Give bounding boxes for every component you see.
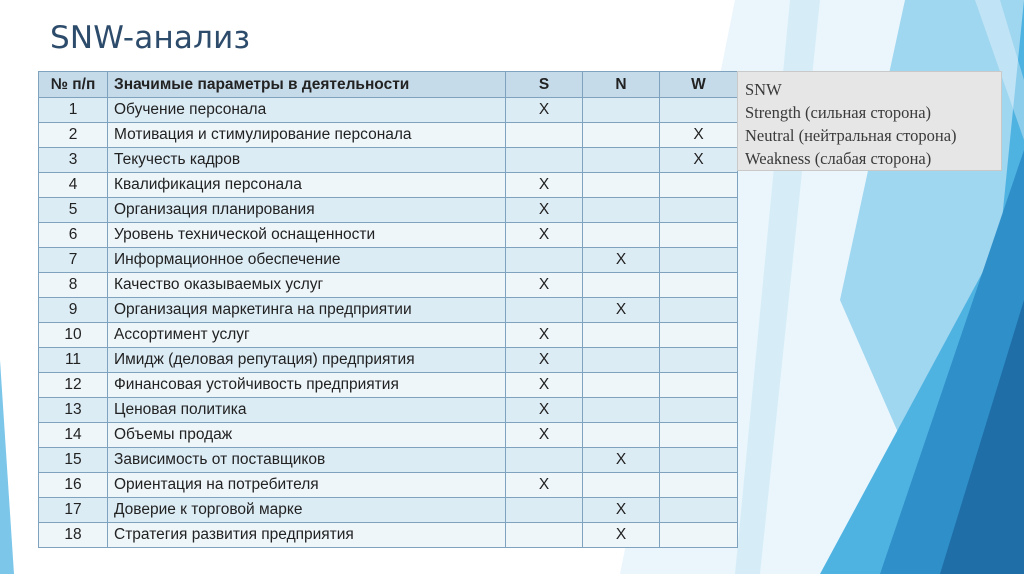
row-s-mark	[506, 148, 583, 173]
row-n-mark	[583, 148, 660, 173]
row-n-mark: X	[583, 523, 660, 548]
row-n-mark	[583, 398, 660, 423]
row-w-mark	[660, 373, 738, 398]
table-row	[39, 198, 738, 223]
row-number: 15	[39, 448, 108, 473]
row-parameter: Квалификация персонала	[108, 173, 506, 198]
row-w-mark	[660, 348, 738, 373]
row-number: 2	[39, 123, 108, 148]
row-parameter: Информационное обеспечение	[108, 248, 506, 273]
row-parameter: Объемы продаж	[108, 423, 506, 448]
row-w-mark	[660, 498, 738, 523]
table-row	[39, 523, 738, 548]
legend-box	[737, 71, 1002, 171]
row-s-mark	[506, 523, 583, 548]
table-row	[39, 223, 738, 248]
row-n-mark	[583, 323, 660, 348]
row-parameter: Уровень технической оснащенности	[108, 223, 506, 248]
table-row	[39, 148, 738, 173]
row-parameter: Финансовая устойчивость предприятия	[108, 373, 506, 398]
row-n-mark	[583, 273, 660, 298]
row-w-mark: X	[660, 148, 738, 173]
row-n-mark	[583, 123, 660, 148]
row-n-mark: X	[583, 498, 660, 523]
row-s-mark: X	[506, 348, 583, 373]
row-n-mark: X	[583, 298, 660, 323]
header-number: № п/п	[39, 72, 108, 98]
legend-strength: Strength (сильная сторона)	[745, 103, 932, 122]
row-s-mark: X	[506, 198, 583, 223]
row-n-mark	[583, 223, 660, 248]
row-parameter: Ценовая политика	[108, 398, 506, 423]
row-parameter: Имидж (деловая репутация) предприятия	[108, 348, 506, 373]
table-row	[39, 398, 738, 423]
row-parameter: Качество оказываемых услуг	[108, 273, 506, 298]
row-s-mark: X	[506, 323, 583, 348]
row-parameter: Организация маркетинга на предприятии	[108, 298, 506, 323]
row-parameter: Ассортимент услуг	[108, 323, 506, 348]
row-n-mark	[583, 98, 660, 123]
row-n-mark	[583, 423, 660, 448]
row-parameter: Зависимость от поставщиков	[108, 448, 506, 473]
table-row	[39, 498, 738, 523]
row-number: 8	[39, 273, 108, 298]
row-w-mark	[660, 398, 738, 423]
row-number: 7	[39, 248, 108, 273]
header-parameter: Значимые параметры в деятельности	[108, 72, 506, 98]
row-number: 17	[39, 498, 108, 523]
row-s-mark: X	[506, 173, 583, 198]
row-parameter: Мотивация и стимулирование персонала	[108, 123, 506, 148]
table-row	[39, 423, 738, 448]
row-parameter: Обучение персонала	[108, 98, 506, 123]
row-number: 18	[39, 523, 108, 548]
row-w-mark	[660, 523, 738, 548]
row-number: 6	[39, 223, 108, 248]
row-s-mark	[506, 498, 583, 523]
table-header-row	[39, 72, 738, 98]
header-w: W	[660, 72, 738, 98]
row-w-mark	[660, 98, 738, 123]
table-row	[39, 173, 738, 198]
row-w-mark	[660, 173, 738, 198]
table-row	[39, 98, 738, 123]
row-w-mark	[660, 198, 738, 223]
table-row	[39, 348, 738, 373]
row-w-mark	[660, 323, 738, 348]
row-n-mark	[583, 173, 660, 198]
row-s-mark: X	[506, 473, 583, 498]
row-s-mark	[506, 123, 583, 148]
table-row	[39, 323, 738, 348]
row-n-mark	[583, 198, 660, 223]
row-number: 12	[39, 373, 108, 398]
table-row	[39, 298, 738, 323]
row-parameter: Организация планирования	[108, 198, 506, 223]
legend-title: SNW	[745, 80, 782, 99]
row-number: 14	[39, 423, 108, 448]
row-s-mark: X	[506, 398, 583, 423]
row-s-mark: X	[506, 423, 583, 448]
table-row	[39, 123, 738, 148]
row-number: 5	[39, 198, 108, 223]
row-n-mark: X	[583, 448, 660, 473]
row-s-mark	[506, 448, 583, 473]
row-w-mark	[660, 423, 738, 448]
row-number: 16	[39, 473, 108, 498]
row-number: 10	[39, 323, 108, 348]
row-number: 1	[39, 98, 108, 123]
row-s-mark	[506, 298, 583, 323]
row-w-mark	[660, 448, 738, 473]
row-number: 9	[39, 298, 108, 323]
row-s-mark: X	[506, 223, 583, 248]
row-number: 11	[39, 348, 108, 373]
row-number: 4	[39, 173, 108, 198]
row-n-mark	[583, 373, 660, 398]
row-s-mark: X	[506, 273, 583, 298]
table-row	[39, 248, 738, 273]
row-s-mark: X	[506, 98, 583, 123]
row-parameter: Доверие к торговой марке	[108, 498, 506, 523]
row-n-mark	[583, 348, 660, 373]
row-w-mark: X	[660, 123, 738, 148]
row-n-mark	[583, 473, 660, 498]
row-number: 13	[39, 398, 108, 423]
row-w-mark	[660, 223, 738, 248]
row-n-mark: X	[583, 248, 660, 273]
row-parameter: Ориентация на потребителя	[108, 473, 506, 498]
table-row	[39, 448, 738, 473]
header-n: N	[583, 72, 660, 98]
page-title: SNW-анализ	[50, 20, 251, 56]
row-s-mark	[506, 248, 583, 273]
row-w-mark	[660, 248, 738, 273]
row-parameter: Текучесть кадров	[108, 148, 506, 173]
header-s: S	[506, 72, 583, 98]
row-s-mark: X	[506, 373, 583, 398]
table-row	[39, 373, 738, 398]
table-row	[39, 273, 738, 298]
legend-neutral: Neutral (нейтральная сторона)	[745, 126, 957, 145]
row-number: 3	[39, 148, 108, 173]
row-w-mark	[660, 473, 738, 498]
row-w-mark	[660, 273, 738, 298]
snw-table	[38, 71, 738, 548]
legend-weakness: Weakness (слабая сторона)	[745, 149, 932, 168]
row-w-mark	[660, 298, 738, 323]
table-row	[39, 473, 738, 498]
row-parameter: Стратегия развития предприятия	[108, 523, 506, 548]
